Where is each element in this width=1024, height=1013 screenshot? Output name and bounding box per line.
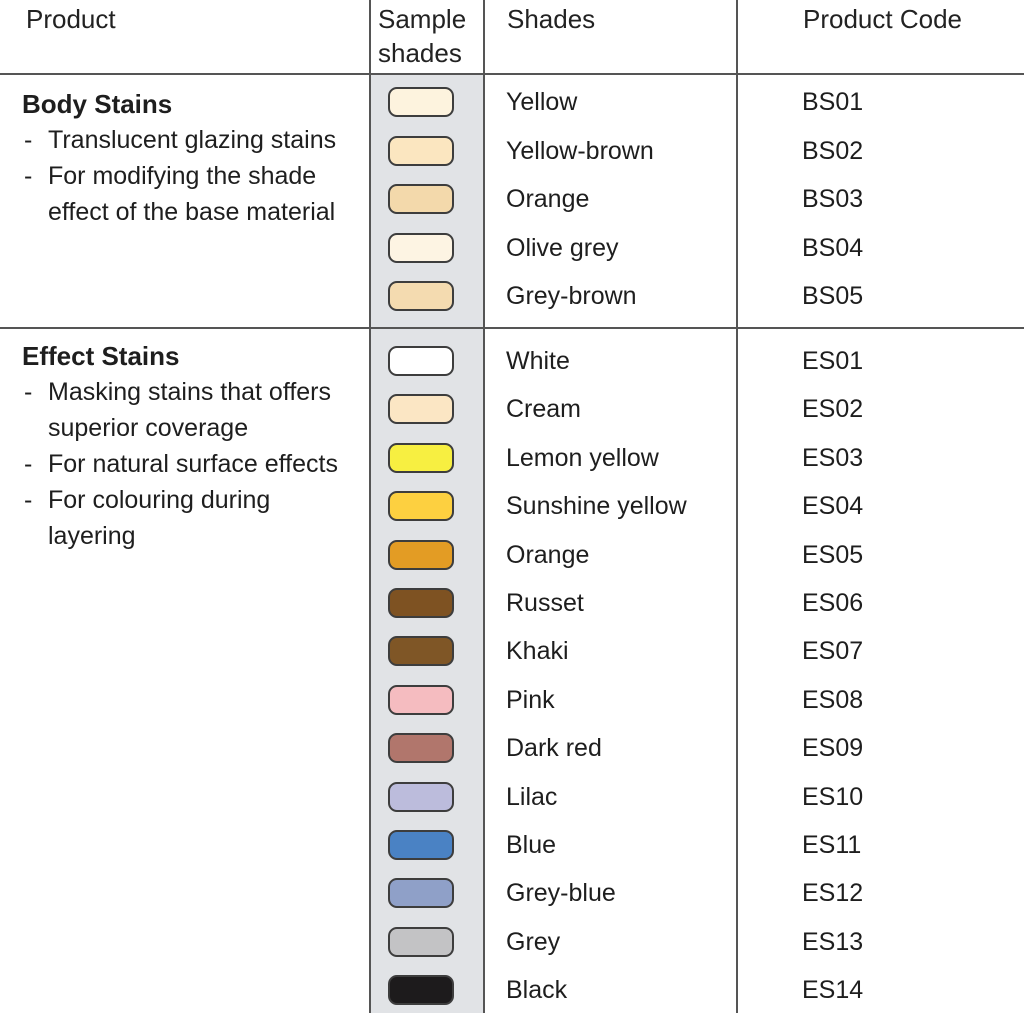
- shade-swatch: [388, 394, 454, 424]
- shade-swatch: [388, 87, 454, 117]
- shade-name: Yellow: [506, 88, 578, 116]
- bullet-item: - Translucent glazing stains: [22, 122, 362, 158]
- product-code: BS03: [802, 185, 864, 214]
- shade-swatch: [388, 346, 454, 376]
- shade-name: Blue: [506, 831, 557, 859]
- swatch-band-effect: [371, 329, 483, 1013]
- bullet-item: - Masking stains that offers superior coverage: [22, 374, 362, 446]
- shade-swatch: [388, 184, 454, 214]
- product-code: ES04: [802, 492, 864, 521]
- shade-swatch: [388, 588, 454, 618]
- shade-swatch: [388, 685, 454, 715]
- shade-name: Sunshine yellow: [506, 492, 687, 521]
- shade-name: Lemon yellow: [506, 443, 659, 472]
- product-code: ES09: [802, 734, 864, 763]
- shade-swatch: [388, 636, 454, 666]
- product-title: Body Stains: [22, 89, 173, 119]
- product-code: BS02: [802, 136, 864, 165]
- shade-name: White: [506, 347, 570, 375]
- shade-name: Yellow-brown: [506, 136, 654, 165]
- product-code: ES08: [802, 685, 864, 714]
- shade-name: Orange: [506, 540, 590, 569]
- product-body-stains: [22, 86, 362, 230]
- shade-name: Lilac: [506, 782, 558, 811]
- shade-swatch: [388, 830, 454, 860]
- product-code: ES10: [802, 782, 864, 811]
- shade-swatch: [388, 443, 454, 473]
- header-shades: Shades: [507, 4, 596, 34]
- header-product: Product: [26, 4, 116, 34]
- shade-name: Khaki: [506, 637, 569, 666]
- shade-name: Cream: [506, 395, 582, 424]
- shade-swatch: [388, 733, 454, 763]
- bullet-item: - For modifying the shade effect of the base material: [22, 158, 362, 230]
- header-divider: [0, 73, 1024, 75]
- shade-name: Olive grey: [506, 233, 619, 262]
- product-code: BS01: [802, 88, 864, 116]
- product-code: ES11: [802, 831, 862, 859]
- shade-name: Black: [506, 976, 568, 1005]
- header-product-code: Product Code: [803, 4, 962, 34]
- product-title: Effect Stains: [22, 341, 180, 371]
- product-code: ES02: [802, 395, 864, 424]
- shade-name: Grey-blue: [506, 879, 616, 908]
- shade-name: Grey-brown: [506, 282, 637, 311]
- shade-name: Orange: [506, 185, 590, 214]
- column-divider: [369, 0, 371, 1013]
- shade-name: Pink: [506, 685, 555, 714]
- shade-swatch: [388, 782, 454, 812]
- shade-swatch: [388, 540, 454, 570]
- product-code: ES07: [802, 637, 864, 666]
- shade-swatch: [388, 878, 454, 908]
- shade-name: Russet: [506, 589, 584, 617]
- shade-swatch: [388, 927, 454, 957]
- header-sample-shades: Sample shades: [378, 4, 467, 68]
- column-divider: [483, 0, 485, 1013]
- product-code: ES01: [802, 347, 864, 375]
- product-bullets: [22, 122, 362, 230]
- product-code: BS04: [802, 233, 864, 262]
- product-bullets: [22, 374, 362, 554]
- shade-name: Dark red: [506, 734, 602, 763]
- product-code: ES12: [802, 879, 864, 908]
- shade-swatch: [388, 975, 454, 1005]
- product-code: ES13: [802, 927, 864, 956]
- product-code: ES05: [802, 540, 864, 569]
- product-code: ES06: [802, 589, 864, 617]
- shade-swatch: [388, 491, 454, 521]
- product-code: ES14: [802, 976, 864, 1005]
- section-divider: [0, 327, 1024, 329]
- bullet-item: - For natural surface effects: [22, 446, 362, 482]
- product-code: BS05: [802, 282, 864, 311]
- shade-swatch: [388, 281, 454, 311]
- shade-name: Grey: [506, 927, 561, 956]
- product-code: ES03: [802, 443, 864, 472]
- product-effect-stains: [22, 338, 362, 554]
- bullet-item: - For colouring during layering: [22, 482, 362, 554]
- column-divider: [736, 0, 738, 1013]
- shade-swatch: [388, 233, 454, 263]
- shade-swatch: [388, 136, 454, 166]
